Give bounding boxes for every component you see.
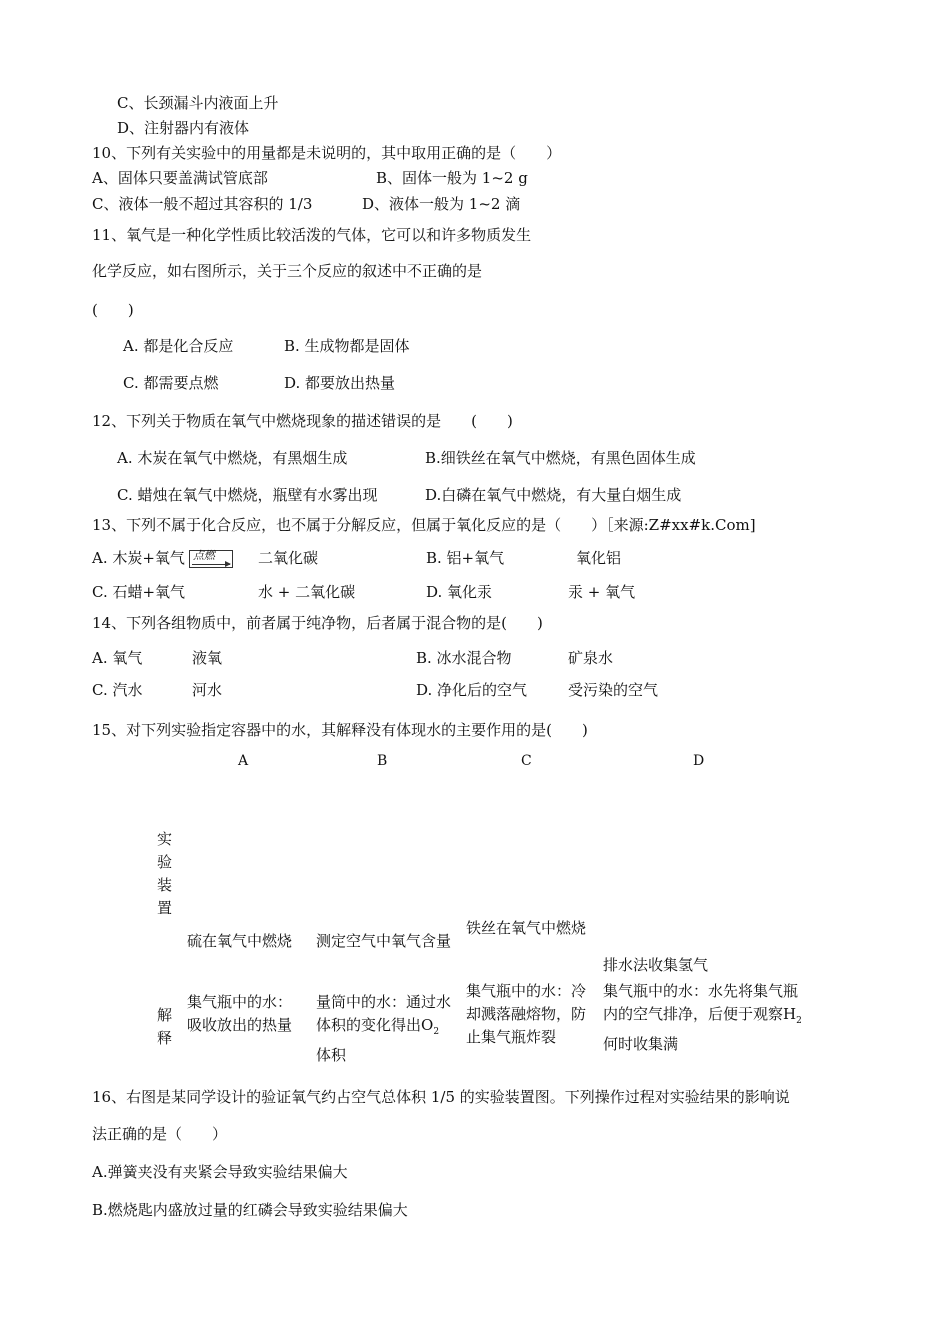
q13-c-reactants: C. 石蜡+氧气 <box>92 583 186 601</box>
q15-column-c: C <box>521 753 532 769</box>
q15-experiment-b: 测定空气中氧气含量 <box>316 932 452 950</box>
q13-d-reactant: D. 氧化汞 <box>426 583 493 601</box>
q15-column-a: A <box>238 753 249 769</box>
q13-option-a <box>92 548 237 568</box>
q15-row-label-explain: 解 释 <box>157 1006 173 1047</box>
q16-stem-line2: 法正确的是（ ） <box>92 1125 228 1143</box>
q10-option-d: D、液体一般为 1~2 滴 <box>362 195 521 213</box>
q10-option-a: A、固体只要盖满试管底部 <box>92 169 268 187</box>
q14-a-second: 液氧 <box>192 649 223 667</box>
q11-stem-line1: 11、氧气是一种化学性质比较活泼的气体，它可以和许多物质发生 <box>92 226 532 244</box>
q13-b-product: 氧化铝 <box>576 549 622 567</box>
q14-c-second: 河水 <box>192 681 223 699</box>
q11-option-c: C. 都需要点燃 <box>123 374 219 392</box>
q11-answer-paren: ( ) <box>92 301 134 319</box>
q15-column-b: B <box>377 753 388 769</box>
q12-option-c: C. 蜡烛在氧气中燃烧，瓶壁有水雾出现 <box>117 486 378 504</box>
q14-d-second: 受污染的空气 <box>568 681 659 699</box>
q11-option-b: B. 生成物都是固体 <box>284 337 410 355</box>
q10-option-b: B、固体一般为 1~2 g <box>376 169 528 187</box>
q15-stem: 15、对下列实验指定容器中的水，其解释没有体现水的主要作用的是( ) <box>92 721 588 739</box>
ignite-label: 点燃 <box>192 549 215 562</box>
q15-explanation-b: 量筒中的水：通过水体积的变化得出$O_2$体积 <box>316 993 452 1064</box>
q11-option-d: D. 都要放出热量 <box>284 374 396 392</box>
q14-b-second: 矿泉水 <box>568 649 614 667</box>
q13-stem: 13、下列不属于化合反应，也不属于分解反应，但属于氧化反应的是（ ）［来源:Z#xx#k.Com] <box>92 516 756 534</box>
q14-stem: 14、下列各组物质中，前者属于纯净物，后者属于混合物的是( ) <box>92 614 543 632</box>
q13-d-products: 汞 + 氧气 <box>568 583 636 601</box>
q13-a-product: 二氧化碳 <box>258 549 319 567</box>
q9-option-c: C、长颈漏斗内液面上升 <box>117 94 279 112</box>
q15-explanation-a: 集气瓶中的水：吸收放出的热量 <box>187 993 293 1034</box>
q15-column-d: D <box>693 753 705 769</box>
q11-stem-line2: 化学反应，如右图所示，关于三个反应的叙述中不正确的是 <box>92 262 483 280</box>
q15-explanation-d: 集气瓶中的水：水先将集气瓶内的空气排净，后便于观察$H_2$何时收集满 <box>603 982 802 1053</box>
q9-option-d: D、注射器内有液体 <box>117 119 250 137</box>
q15-experiment-d: 排水法收集氢气 <box>603 956 709 974</box>
q16-option-a: A.弹簧夹没有夹紧会导致实验结果偏大 <box>92 1163 348 1181</box>
q13-c-products: 水 + 二氧化碳 <box>258 583 356 601</box>
q14-c-first: C. 汽水 <box>92 681 143 699</box>
q12-option-a: A. 木炭在氧气中燃烧，有黑烟生成 <box>117 449 348 467</box>
ignite-arrow-icon <box>189 550 233 568</box>
q15-row-label-device: 实 验 装 置 <box>157 830 173 917</box>
q12-option-b: B.细铁丝在氧气中燃烧，有黑色固体生成 <box>425 449 696 467</box>
q13-b-reactants: B. 铝+氧气 <box>426 549 505 567</box>
q15-experiment-c: 铁丝在氧气中燃烧 <box>466 919 587 937</box>
q11-option-a: A. 都是化合反应 <box>123 337 234 355</box>
q15-explanation-c: 集气瓶中的水：冷却溅落融熔物，防止集气瓶炸裂 <box>466 982 587 1046</box>
q16-stem-line1: 16、右图是某同学设计的验证氧气约占空气总体积 1/5 的实验装置图。下列操作过程对实验结果的影响说 <box>92 1088 790 1106</box>
q14-b-first: B. 冰水混合物 <box>416 649 512 667</box>
q16-option-b: B.燃烧匙内盛放过量的红磷会导致实验结果偏大 <box>92 1201 408 1219</box>
q15-experiment-a: 硫在氧气中燃烧 <box>187 932 293 950</box>
q14-d-first: D. 净化后的空气 <box>416 681 528 699</box>
q10-stem: 10、下列有关实验中的用量都是未说明的，其中取用正确的是（ ） <box>92 144 562 162</box>
q10-option-c: C、液体一般不超过其容积的 1/3 <box>92 195 313 213</box>
q14-a-first: A. 氧气 <box>92 649 143 667</box>
q12-stem: 12、下列关于物质在氧气中燃烧现象的描述错误的是 ( ) <box>92 412 513 430</box>
q12-option-d: D.白磷在氧气中燃烧，有大量白烟生成 <box>425 486 682 504</box>
q13-a-reactants: A. 木炭+氧气 <box>92 549 185 567</box>
